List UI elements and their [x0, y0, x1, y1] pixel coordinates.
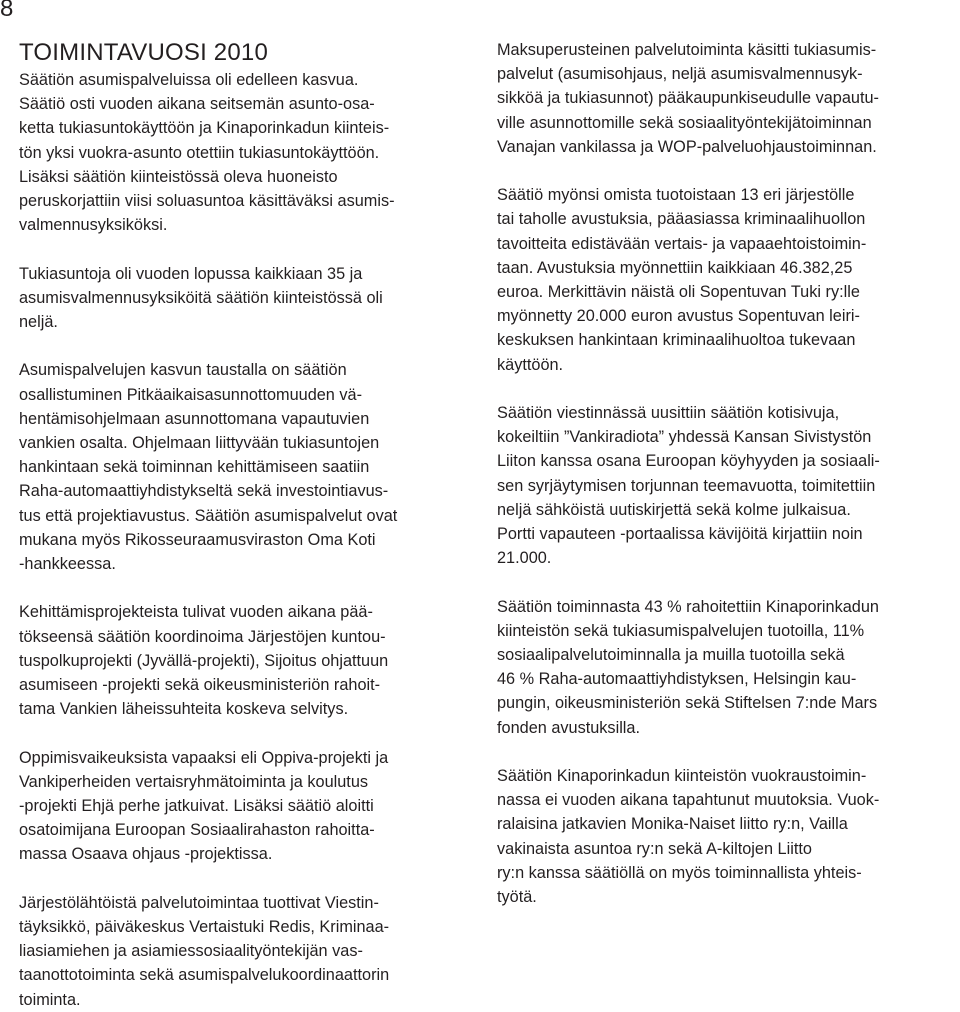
- text-line: tökseensä säätiön koordinoima Järjestöjen kuntou-: [19, 627, 386, 646]
- text-line: vakinaista asuntoa ry:n sekä A-kiltojen Liitto: [497, 839, 812, 858]
- text-line: tai taholle avustuksia, pääasiassa kriminaalihuollon: [497, 210, 866, 229]
- text-line: -hankkeessa.: [19, 555, 116, 574]
- text-line: pungin, oikeusministeriön sekä Stiftelsen 7:nde Mars: [497, 694, 878, 713]
- paragraph-gap: [19, 334, 481, 358]
- paragraph-gap: [19, 576, 481, 600]
- text-line: osallistuminen Pitkäaikaisasunnottomuuden vä-: [19, 385, 363, 404]
- text-line: -projekti Ehjä perhe jatkuivat. Lisäksi säätiö aloitti: [19, 797, 374, 816]
- paragraph-gap: [497, 377, 957, 401]
- text-line: vankien osalta. Ohjelmaan liittyvään tukiasuntojen: [19, 434, 380, 453]
- text-line: palvelut (asumisohjaus, neljä asumisvalmennusyk-: [497, 65, 863, 84]
- text-line: massa Osaava ohjaus -projektissa.: [19, 845, 273, 864]
- text-line: Portti vapauteen -portaalissa kävijöitä kirjattiin noin: [497, 525, 863, 544]
- text-line: työtä.: [497, 888, 537, 907]
- text-line: asumiseen -projekti sekä oikeusministeriön rahoit-: [19, 676, 381, 695]
- text-line: tama Vankien läheissuhteita koskeva selvitys.: [19, 700, 349, 719]
- text-line: Kehittämisprojekteista tulivat vuoden aikana pää-: [19, 603, 373, 622]
- text-line: Järjestölähtöistä palvelutoimintaa tuottivat Viestin-: [19, 893, 379, 912]
- text-line: 21.000.: [497, 549, 552, 568]
- text-line: asumisvalmennusyksiköitä säätiön kiinteistössä oli: [19, 288, 383, 307]
- text-line: keskuksen hankintaan kriminaalihuoltoa tukevaan: [497, 331, 856, 350]
- text-line: Asumispalvelujen kasvun taustalla on säätiön: [19, 361, 347, 380]
- text-line: tuspolkuprojekti (Jyvällä-projekti), Sijoitus ohjattuun: [19, 651, 389, 670]
- paragraph-gap: [19, 237, 481, 261]
- text-line: Oppimisvaikeuksista vapaaksi eli Oppiva-projekti ja: [19, 748, 389, 767]
- text-line: Säätiön Kinaporinkadun kiinteistön vuokraustoimin-: [497, 767, 867, 786]
- text-line: kokeiltiin ”Vankiradiota” yhdessä Kansan Sivistystön: [497, 428, 872, 447]
- paragraph-gap: [497, 570, 957, 594]
- left-column-body: [19, 68, 481, 1012]
- text-line: Säätiön viestinnässä uusittiin säätiön kotisivuja,: [497, 404, 840, 423]
- text-line: ralaisina jatkavien Monika-Naiset liitto ry:n, Vailla: [497, 815, 848, 834]
- text-line: kiinteistön sekä tukiasumispalvelujen tuotoilla, 11%: [497, 621, 865, 640]
- text-line: fonden avustuksilla.: [497, 718, 641, 737]
- text-line: osatoimijana Euroopan Sosiaalirahaston rahoitta-: [19, 821, 375, 840]
- text-line: Maksuperusteinen palvelutoiminta käsitti tukiasumis-: [497, 41, 877, 59]
- page-number: 8: [0, 0, 14, 22]
- text-line: mukana myös Rikosseuraamusviraston Oma Koti: [19, 530, 376, 549]
- text-line: Lisäksi säätiön kiinteistössä oleva huoneisto: [19, 167, 338, 186]
- text-line: sen syrjäytymisen torjunnan teemavuotta, toimitettiin: [497, 476, 876, 495]
- text-line: ketta tukiasuntokäyttöön ja Kinaporinkadun kiinteis-: [19, 119, 390, 138]
- text-line: Tukiasuntoja oli vuoden lopussa kaikkiaan 35 ja: [19, 264, 363, 283]
- text-line: Liiton kanssa osana Euroopan köyhyyden ja sosiaali-: [497, 452, 880, 471]
- text-line: neljä sähköistä uutiskirjettä sekä kolme julkaisua.: [497, 500, 851, 519]
- text-line: tus että projektiavustus. Säätiön asumispalvelut ovat: [19, 506, 398, 525]
- text-line: euroa. Merkittävin näistä oli Sopentuvan Tuki ry:lle: [497, 283, 860, 302]
- text-line: neljä.: [19, 313, 58, 332]
- text-line: valmennusyksiköksi.: [19, 216, 168, 235]
- text-line: toiminta.: [19, 990, 81, 1009]
- paragraph-gap: [19, 867, 481, 891]
- text-line: taan. Avustuksia myönnettiin kaikkiaan 46.382,25: [497, 258, 853, 277]
- text-line: taanottotoiminta sekä asumispalvelukoordinaattorin: [19, 966, 390, 985]
- text-line: Säätiö osti vuoden aikana seitsemän asunto-osa-: [19, 95, 375, 114]
- text-line: myönnetty 20.000 euron avustus Sopentuvan leiri-: [497, 307, 860, 326]
- text-line: hentämisohjelmaan asunnottomana vapautuvien: [19, 409, 370, 428]
- page-title: TOIMINTAVUOSI 2010: [19, 39, 269, 66]
- right-column-body: [497, 38, 957, 909]
- right-column: [497, 38, 957, 909]
- text-line: sikköä ja tukiasunnot) pääkaupunkiseudulle vapautu-: [497, 89, 879, 108]
- text-line: nassa ei vuoden aikana tapahtunut muutoksia. Vuok-: [497, 791, 880, 810]
- text-line: Vankiperheiden vertaisryhmätoiminta ja koulutus: [19, 772, 369, 791]
- text-line: ville asunnottomille sekä sosiaalityöntekijätoiminnan: [497, 113, 872, 132]
- text-line: sosiaalipalvelutoiminnalla ja muilla tuotoilla sekä: [497, 646, 845, 665]
- text-line: Säätiön toiminnasta 43 % rahoitettiin Kinaporinkadun: [497, 597, 879, 616]
- paragraph-gap: [19, 721, 481, 745]
- text-line: peruskorjattiin viisi soluasuntoa käsittäväksi asumis-: [19, 192, 395, 211]
- text-line: Raha-automaattiyhdistykseltä sekä investointiavus-: [19, 482, 389, 501]
- paragraph-gap: [497, 159, 957, 183]
- text-line: liasiamiehen ja asiamiessosiaalityöntekijän vas-: [19, 942, 363, 961]
- text-line: ry:n kanssa säätiöllä on myös toiminnallista yhteis-: [497, 863, 862, 882]
- text-line: Vanajan vankilassa ja WOP-palveluohjaustoiminnan.: [497, 137, 877, 156]
- text-line: käyttöön.: [497, 355, 564, 374]
- left-column: [19, 38, 481, 1012]
- text-line: tavoitteita edistävään vertais- ja vapaaehtoistoimin-: [497, 234, 867, 253]
- text-line: tön yksi vuokra-asunto otettiin tukiasuntokäyttöön.: [19, 143, 380, 162]
- paragraph-gap: [497, 740, 957, 764]
- text-line: Säätiön asumispalveluissa oli edelleen kasvua.: [19, 71, 359, 89]
- text-line: Säätiö myönsi omista tuotoistaan 13 eri järjestölle: [497, 186, 855, 205]
- text-line: hankintaan sekä toiminnan kehittämiseen saatiin: [19, 458, 370, 477]
- text-line: täyksikkö, päiväkeskus Vertaistuki Redis, Kriminaa-: [19, 918, 390, 937]
- text-line: 46 % Raha-automaattiyhdistyksen, Helsingin kau-: [497, 670, 857, 689]
